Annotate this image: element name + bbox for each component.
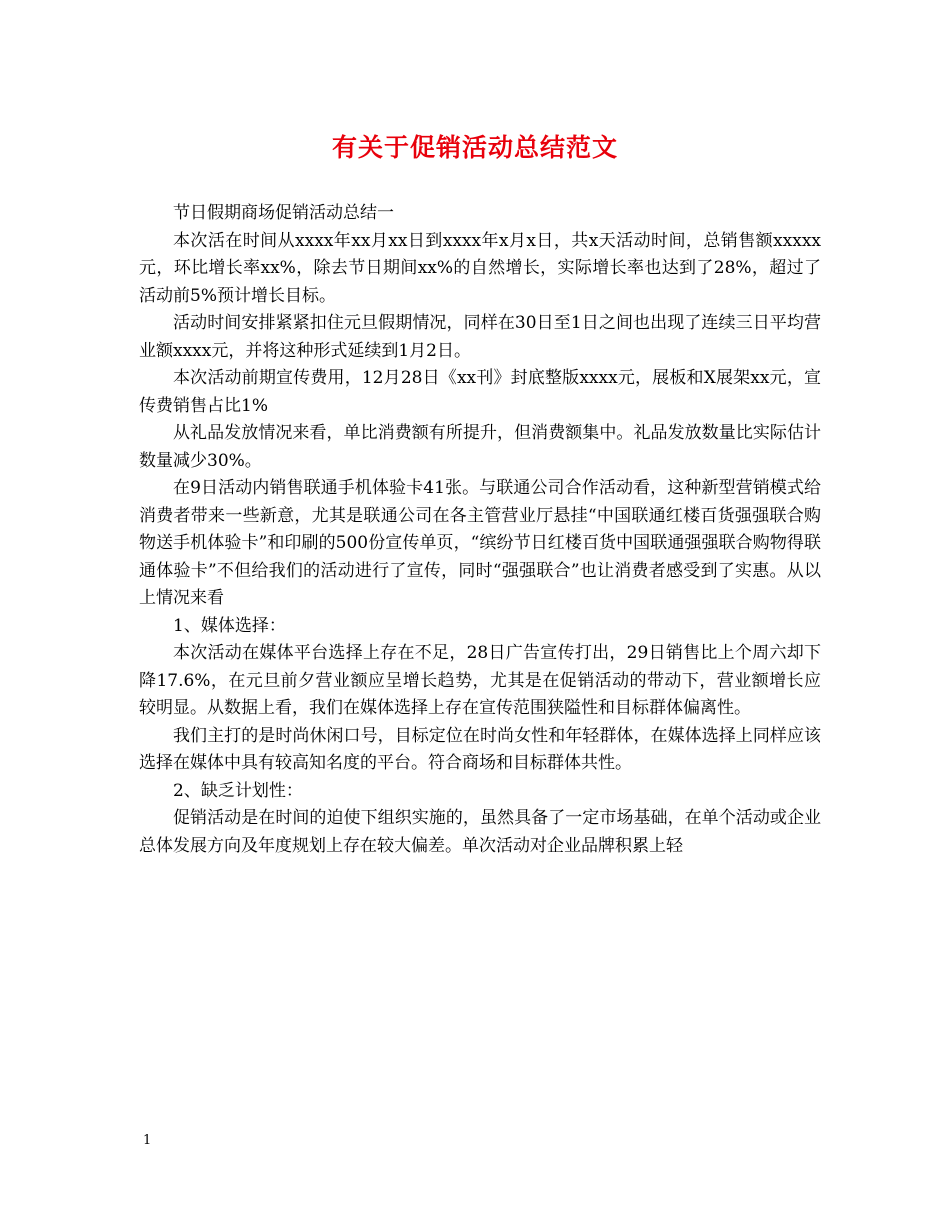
paragraph-subtitle: 节日假期商场促销活动总结一: [173, 203, 394, 223]
paragraph: 我们主打的是时尚休闲口号，目标定位在时尚女性和年轻群体，在媒体选择上同样应该选择在媒体中具有较高知名度的平台。符合商场和目标群体共性。: [139, 725, 821, 773]
section-heading: 2、缺乏计划性：: [173, 780, 303, 801]
paragraph: 促销活动是在时间的迫使下组织实施的，虽然具备了一定市场基础，在单个活动或企业总体发展方向及年度规划上存在较大偏差。单次活动对企业品牌积累上轻: [139, 808, 821, 856]
paragraph: 从礼品发放情况来看，单比消费额有所提升，但消费额集中。礼品发放数量比实际估计数量减少30%。: [139, 423, 821, 471]
document-body: [139, 200, 821, 860]
document-title: 有关于促销活动总结范文: [331, 133, 618, 162]
paragraph: 本次活动前期宣传费用，12月28日《xx刊》封底整版xxxx元，展板和X展架xx元，宣传费销售占比1%: [139, 368, 821, 416]
page-number: 1: [143, 1133, 152, 1148]
paragraph: 在9日活动内销售联通手机体验卡41张。与联通公司合作活动看，这种新型营销模式给消费者带来一些新意，尤其是联通公司在各主管营业厅悬挂“中国联通红楼百货强强联合购物送手机体验卡”和印刷的500份宣传单页，“缤纷节日红楼百货中国联通强强联合购物得联通体验卡”不但给我们的活动进行了宣传，同时“强强联合”也让消费者感受到了实惠。从以上情况来看: [139, 478, 821, 608]
paragraph: 活动时间安排紧紧扣住元旦假期情况，同样在30日至1日之间也出现了连续三日平均营业额xxxx元，并将这种形式延续到1月2日。: [139, 313, 821, 361]
section-heading: 1、媒体选择：: [173, 615, 286, 636]
paragraph: 本次活动在媒体平台选择上存在不足，28日广告宣传打出，29日销售比上个周六却下降17.6%，在元旦前夕营业额应呈增长趋势，尤其是在促销活动的带动下，营业额增长应较明显。从数据上看，我们在媒体选择上存在宣传范围狭隘性和目标群体偏离性。: [139, 643, 821, 718]
paragraph: 本次活在时间从xxxx年xx月xx日到xxxx年x月x日，共x天活动时间，总销售额xxxxx元，环比增长率xx%，除去节日期间xx%的自然增长，实际增长率也达到了28%，超过了活动前5%预计增长目标。: [139, 230, 821, 306]
